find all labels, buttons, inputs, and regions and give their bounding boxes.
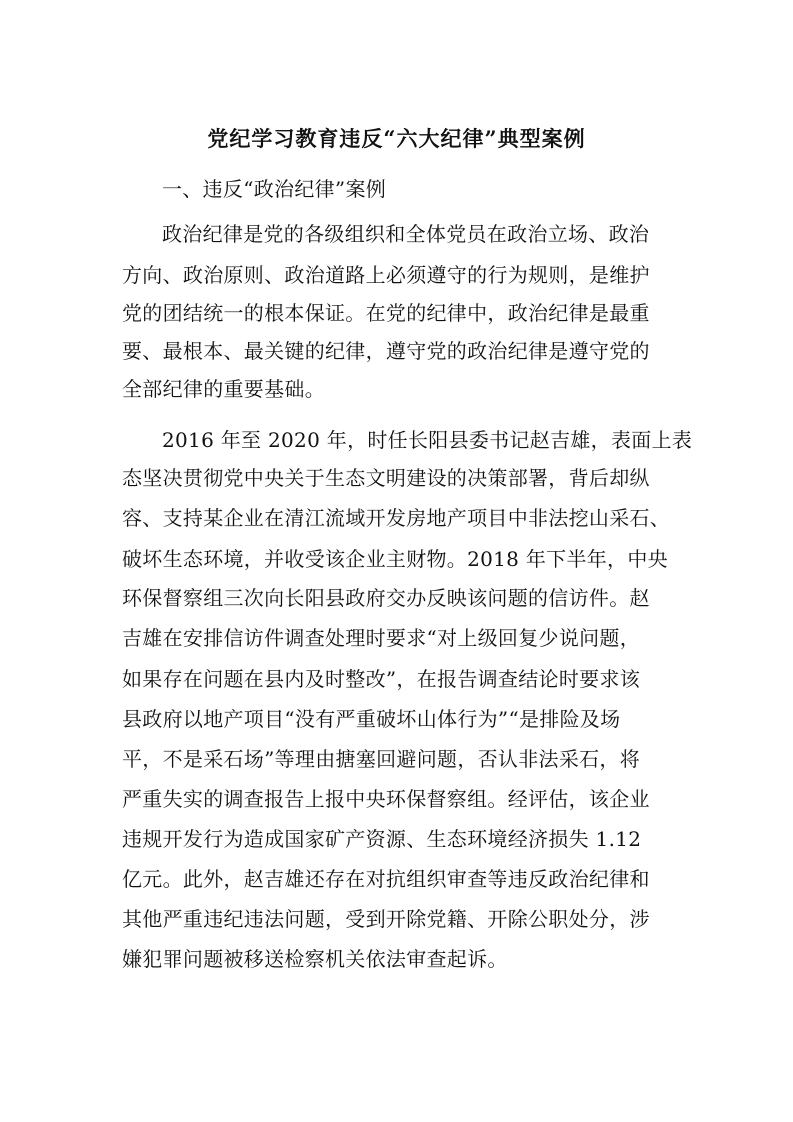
paragraph-line: 要、最根本、最关键的纪律，遵守党的政治纪律是遵守党的 [122,339,650,363]
paragraph-line: 政治纪律是党的各级组织和全体党员在政治立场、政治 [162,222,650,246]
section-heading: 一、违反“政治纪律”案例 [162,177,387,201]
paragraph-line: 吉雄在安排信访件调查处理时要求“对上级回复少说问题， [122,626,641,650]
paragraph-line: 其他严重违纪违法问题，受到开除党籍、开除公职处分，涉 [122,907,650,931]
paragraph-line: 违规开发行为造成国家矿产资源、生态环境经济损失 1.12 [122,827,642,851]
paragraph-line: 如果存在问题在县内及时整改”，在报告调查结论时要求该 [122,667,641,691]
paragraph-line: 容、支持某企业在清江流域开发房地产项目中非法挖山采石、 [122,506,671,530]
paragraph-line: 全部纪律的重要基础。 [122,377,325,401]
paragraph-line: 嫌犯罪问题被移送检察机关依法审查起诉。 [122,947,508,971]
paragraph-line: 破坏生态环境，并收受该企业主财物。2018 年下半年，中央 [122,547,668,571]
paragraph-line: 亿元。此外，赵吉雄还存在对抗组织审查等违反政治纪律和 [122,867,650,891]
paragraph-line: 严重失实的调查报告上报中央环保督察组。经评估，该企业 [122,787,650,811]
paragraph-line: 态坚决贯彻党中央关于生态文明建设的决策部署，背后却纵 [122,466,650,490]
paragraph-line: 方向、政治原则、政治道路上必须遵守的行为规则，是维护 [122,263,650,287]
paragraph-line: 党的团结统一的根本保证。在党的纪律中，政治纪律是最重 [122,301,650,325]
document-title: 党纪学习教育违反“六大纪律”典型案例 [207,126,586,151]
paragraph-line: 县政府以地产项目“没有严重破坏山体行为”“是排险及场 [122,707,621,731]
paragraph-line: 环保督察组三次向长阳县政府交办反映该问题的信访件。赵 [122,586,650,610]
paragraph-line: 平，不是采石场”等理由搪塞回避问题，否认非法采石，将 [122,747,641,771]
paragraph-line: 2016 年至 2020 年，时任长阳县委书记赵吉雄，表面上表 [162,428,693,452]
